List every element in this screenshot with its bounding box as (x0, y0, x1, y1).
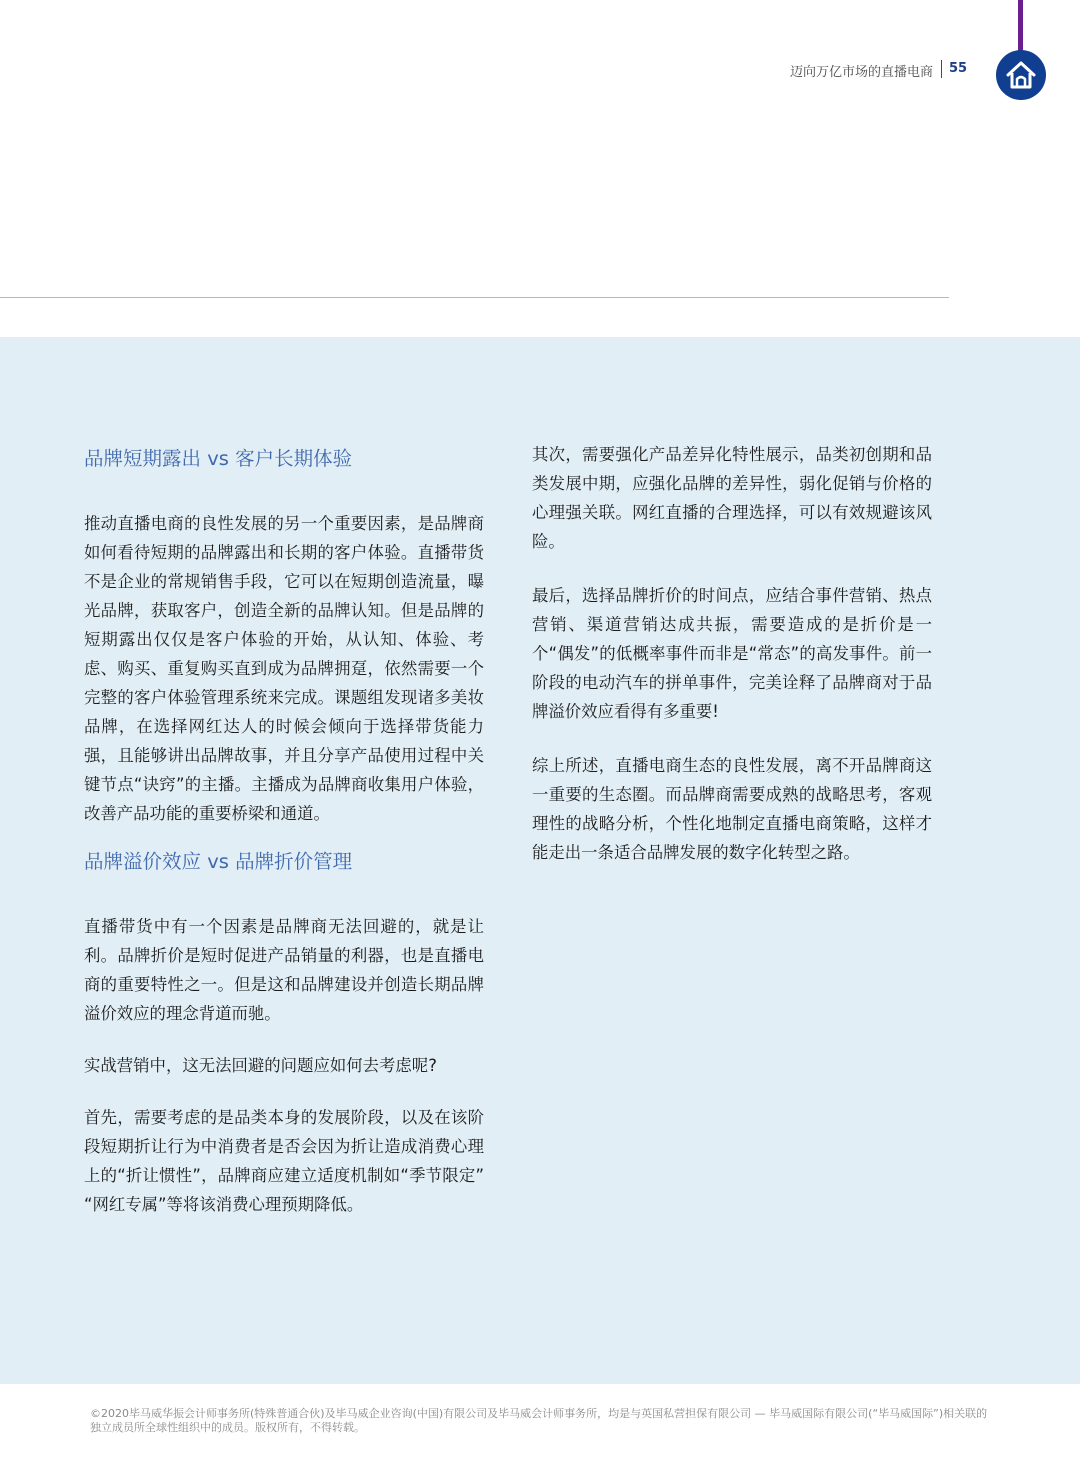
paragraph-question: 实战营销中，这无法回避的问题应如何去考虑呢? (84, 1056, 437, 1075)
paragraph-discount-intro: 直播带货中有一个因素是品牌商无法回避的，就是让利。品牌折价是短时促进产品销量的利器，也是直播电商的重要特性之一。但是这和品牌建设并创造长期品牌溢价效应的理念背道而驰。 (84, 917, 484, 1023)
page-number: 55 (949, 61, 968, 76)
paragraph-conclusion: 综上所述，直播电商生态的良性发展，离不开品牌商这一重要的生态圈。而品牌商需要成熟的战略思考，客观理性的战略分析，个性化地制定直播电商策略，这样才能走出一条适合品牌发展的数字化转型之路。 (532, 756, 932, 862)
paragraph-last-point: 最后，选择品牌折价的时间点，应结合事件营销、热点营销、渠道营销达成共振，需要造成的是折价是一个“偶发”的低概率事件而非是“常态”的高发事件。前一阶段的电动汽车的拼单事件，完美诠释了品牌商对于品牌溢价效应看得有多重要! (532, 586, 932, 721)
header-separator (941, 60, 942, 78)
home-icon (1004, 58, 1038, 92)
section-heading-brand-exposure: 品牌短期露出 vs 客户长期体验 (84, 447, 353, 470)
top-accent-bar (1018, 0, 1023, 52)
section-heading-brand-premium: 品牌溢价效应 vs 品牌折价管理 (84, 850, 353, 873)
section-divider (0, 297, 949, 298)
footer-copyright: ©2020毕马威华振会计师事务所(特殊普通合伙)及毕马威企业咨询(中国)有限公司及毕马威会计师事务所，均是与英国私营担保有限公司 — 毕马威国际有限公司(“毕马威国际”)相关联的独立成员所全球性组织中的成员。版权所有，不得转载。 (90, 1407, 988, 1434)
header-title: 迈向万亿市场的直播电商 (789, 65, 933, 80)
right-column (532, 440, 932, 892)
paragraph-first-point: 首先，需要考虑的是品类本身的发展阶段，以及在该阶段短期折让行为中消费者是否会因为折让造成消费心理上的“折让惯性”，品牌商应建立适度机制如“季节限定” “网红专属”等将该消费心理预期降低。 (84, 1108, 484, 1214)
home-button[interactable] (996, 50, 1046, 100)
paragraph-second-point: 其次，需要强化产品差异化特性展示，品类初创期和品类发展中期，应强化品牌的差异性，弱化促销与价格的心理强关联。网红直播的合理选择，可以有效规避该风险。 (532, 445, 932, 551)
left-column (84, 440, 484, 1242)
paragraph-brand-exposure: 推动直播电商的良性发展的另一个重要因素，是品牌商如何看待短期的品牌露出和长期的客户体验。直播带货不是企业的常规销售手段，它可以在短期创造流量，曝光品牌，获取客户，创造全新的品牌认知。但是品牌的短期露出仅仅是客户体验的开始，从认知、体验、考虑、购买、重复购买直到成为品牌拥趸，依然需要一个完整的客户体验管理系统来完成。课题组发现诸多美妆品牌，在选择网红达人的时候会倾向于选择带货能力强，且能够讲出品牌故事，并且分享产品使用过程中关键节点“诀窍”的主播。主播成为品牌商收集用户体验，改善产品功能的重要桥梁和通道。 (84, 514, 484, 823)
